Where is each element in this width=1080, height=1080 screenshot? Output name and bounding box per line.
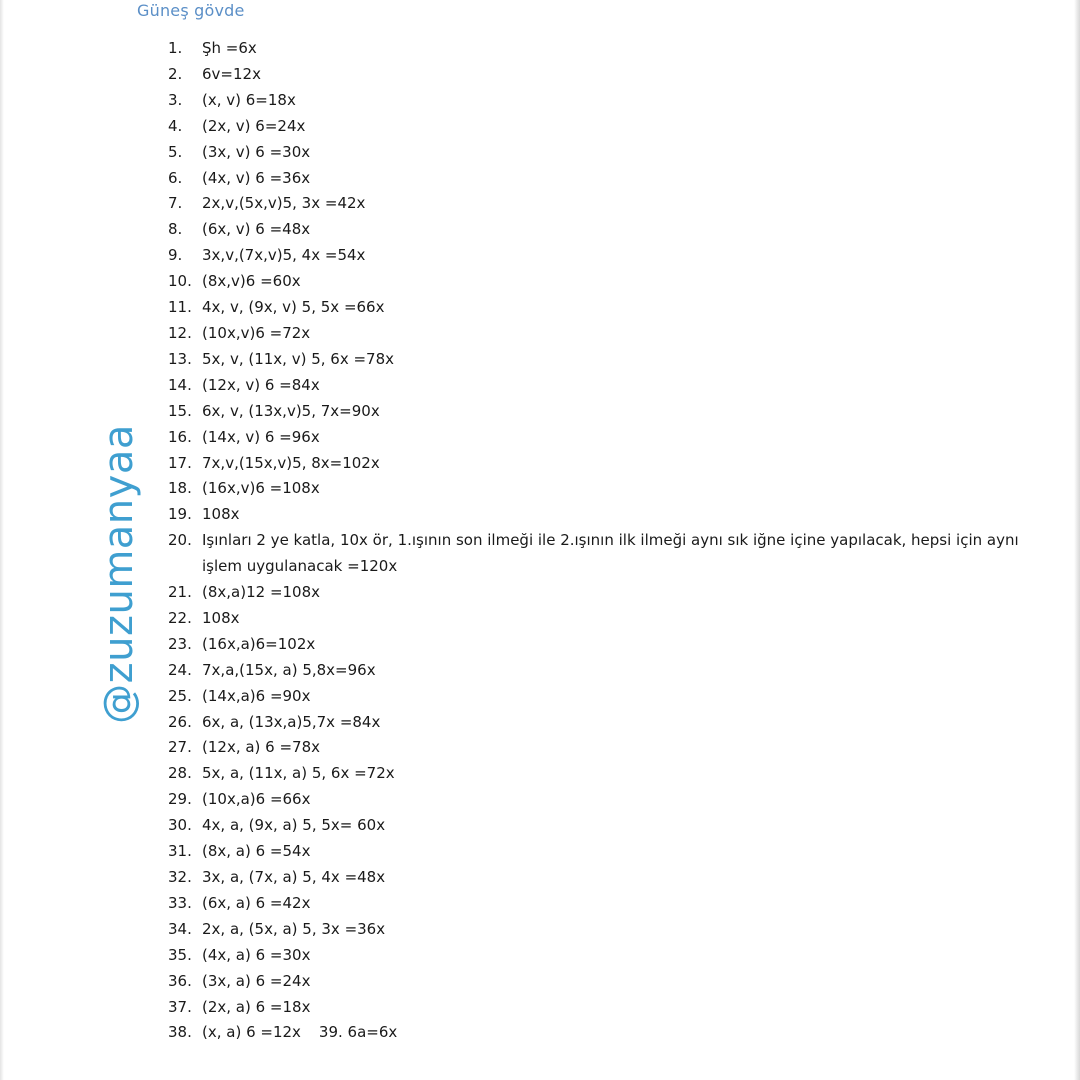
list-item-instruction: 7x,a,(15x, a) 5,8x=96x [202, 660, 376, 679]
list-item [168, 735, 1048, 761]
list-item-number: 24. [168, 660, 192, 679]
list-item-text [202, 735, 1048, 761]
document-heading: Güneş gövde [137, 1, 245, 20]
list-item-text [202, 969, 1048, 995]
list-item-number: 20. [168, 531, 192, 550]
list-item [168, 114, 1048, 140]
list-item-number: 30. [168, 816, 192, 835]
list-item-text [202, 217, 1048, 243]
list-item-instruction: (10x,v)6 =72x [202, 323, 311, 342]
list-item-number: 18. [168, 479, 192, 498]
list-item-instruction: (2x, a) 6 =18x [202, 997, 311, 1016]
list-item-number: 37. [168, 997, 192, 1016]
list-item-instruction: 7x,v,(15x,v)5, 8x=102x [202, 453, 380, 472]
list-item-number: 25. [168, 686, 192, 705]
list-item-number: 5. [168, 142, 183, 161]
list-item-number: 15. [168, 401, 192, 420]
list-item-text [202, 425, 1048, 451]
list-item-number: 6. [168, 168, 183, 187]
list-item-instruction: (6x, a) 6 =42x [202, 893, 311, 912]
list-item-number: 29. [168, 790, 192, 809]
list-item-instruction: (14x, v) 6 =96x [202, 427, 320, 446]
list-item-text [202, 787, 1048, 813]
list-item [168, 891, 1048, 917]
list-item [168, 36, 1048, 62]
list-item-instruction: 6x, v, (13x,v)5, 7x=90x [202, 401, 380, 420]
list-item-text [202, 658, 1048, 684]
list-item-text [202, 839, 1048, 865]
list-item [168, 373, 1048, 399]
list-item-text [202, 891, 1048, 917]
list-item [168, 269, 1048, 295]
list-item-number: 9. [168, 246, 183, 265]
list-item-text [202, 321, 1048, 347]
list-item [168, 632, 1048, 658]
list-item [168, 191, 1048, 217]
list-item [168, 865, 1048, 891]
list-item [168, 476, 1048, 502]
list-item-number: 16. [168, 427, 192, 446]
list-item-instruction: 2x, a, (5x, a) 5, 3x =36x [202, 919, 386, 938]
list-item [168, 761, 1048, 787]
list-item [168, 140, 1048, 166]
list-item-instruction: 108x [202, 608, 240, 627]
list-item [168, 347, 1048, 373]
list-item-instruction: (2x, v) 6=24x [202, 116, 306, 135]
list-item-number: 4. [168, 116, 183, 135]
list-item [168, 217, 1048, 243]
list-item-instruction: (16x,a)6=102x [202, 634, 316, 653]
list-item-number: 23. [168, 634, 192, 653]
list-item-number: 27. [168, 738, 192, 757]
list-item-number: 38. [168, 1023, 192, 1042]
list-item-text [202, 399, 1048, 425]
list-item-instruction: (6x, v) 6 =48x [202, 220, 311, 239]
list-item-number: 8. [168, 220, 183, 239]
list-item [168, 62, 1048, 88]
list-item-number: 12. [168, 323, 192, 342]
list-item-number: 13. [168, 349, 192, 368]
list-item-instruction: (x, a) 6 =12x [202, 1023, 301, 1042]
list-item-instruction: (10x,a)6 =66x [202, 790, 311, 809]
list-item-number: 22. [168, 608, 192, 627]
list-item-instruction: 5x, v, (11x, v) 5, 6x =78x [202, 349, 395, 368]
page-left-edge [0, 0, 4, 1080]
list-item [168, 321, 1048, 347]
list-item-text [202, 606, 1048, 632]
list-item-text [202, 943, 1048, 969]
list-item [168, 1020, 1048, 1046]
list-item-text [202, 191, 1048, 217]
list-item-number: 19. [168, 505, 192, 524]
list-item [168, 425, 1048, 451]
list-item-text [202, 761, 1048, 787]
list-item-text [202, 451, 1048, 477]
list-item-text [202, 476, 1048, 502]
list-item [168, 528, 1048, 580]
list-item-text [202, 88, 1048, 114]
list-item [168, 451, 1048, 477]
list-item-instruction: Şh =6x [202, 39, 257, 57]
list-item-instruction: 108x [202, 505, 240, 524]
list-item-text [202, 243, 1048, 269]
list-item-number: 7. [168, 194, 183, 213]
list-item-number: 1. [168, 39, 183, 57]
list-item [168, 684, 1048, 710]
list-item-text [202, 373, 1048, 399]
list-item [168, 606, 1048, 632]
list-item-instruction: (8x,a)12 =108x [202, 583, 321, 602]
list-item-number: 26. [168, 712, 192, 731]
list-item [168, 710, 1048, 736]
list-item-number: 3. [168, 90, 183, 109]
list-item-text [202, 36, 1048, 62]
list-item-instruction: (8x,v)6 =60x [202, 272, 301, 291]
page-right-edge [1074, 0, 1080, 1080]
list-item-text [202, 684, 1048, 710]
list-item-text [202, 347, 1048, 373]
list-item-instruction: (3x, a) 6 =24x [202, 971, 311, 990]
list-item-number: 33. [168, 893, 192, 912]
list-item-text [202, 995, 1048, 1021]
list-item [168, 502, 1048, 528]
list-item-instruction: (4x, v) 6 =36x [202, 168, 311, 187]
list-item-text [202, 865, 1048, 891]
list-item-extra-instruction: 39. 6a=6x [318, 1023, 398, 1042]
list-item-number: 21. [168, 583, 192, 602]
list-item-instruction: Işınları 2 ye katla, 10x ör, 1.ışının son ilmeği ile 2.ışının ilk ilmeği aynı sık iğne içine yapılacak, hepsi için aynı işlem uygulanacak =120x [202, 531, 1019, 576]
list-item-number: 31. [168, 842, 192, 861]
list-item-text [202, 1020, 1048, 1046]
list-item-number: 14. [168, 375, 192, 394]
list-item [168, 399, 1048, 425]
list-item-instruction: 6v=12x [202, 64, 261, 83]
list-item [168, 839, 1048, 865]
list-item [168, 658, 1048, 684]
list-item-text [202, 580, 1048, 606]
list-item [168, 995, 1048, 1021]
list-item-text [202, 813, 1048, 839]
list-item-number: 10. [168, 272, 192, 291]
list-item-instruction: (12x, v) 6 =84x [202, 375, 320, 394]
list-item-text [202, 166, 1048, 192]
list-item-number: 35. [168, 945, 192, 964]
list-item-instruction: 2x,v,(5x,v)5, 3x =42x [202, 194, 366, 213]
list-item-number: 34. [168, 919, 192, 938]
list-item-instruction: (12x, a) 6 =78x [202, 738, 321, 757]
list-item-text [202, 917, 1048, 943]
list-item-instruction: (x, v) 6=18x [202, 90, 296, 109]
list-item-instruction: (8x, a) 6 =54x [202, 842, 311, 861]
list-item [168, 813, 1048, 839]
list-item [168, 580, 1048, 606]
list-item-instruction: (14x,a)6 =90x [202, 686, 311, 705]
pattern-list [168, 36, 1048, 1046]
list-item-text [202, 114, 1048, 140]
list-item-number: 32. [168, 868, 192, 886]
list-item-instruction: 4x, v, (9x, v) 5, 5x =66x [202, 298, 385, 317]
list-item-instruction: 5x, a, (11x, a) 5, 6x =72x [202, 764, 395, 783]
list-item-text [202, 632, 1048, 658]
list-item [168, 917, 1048, 943]
list-item [168, 943, 1048, 969]
list-item-instruction: 3x, a, (7x, a) 5, 4x =48x [202, 868, 386, 886]
list-item-text [202, 710, 1048, 736]
list-item [168, 166, 1048, 192]
list-item [168, 88, 1048, 114]
list-item-text [202, 62, 1048, 88]
list-item-text [202, 528, 1048, 580]
list-item [168, 295, 1048, 321]
list-item-text [202, 269, 1048, 295]
list-item [168, 243, 1048, 269]
list-item [168, 969, 1048, 995]
list-item-text [202, 295, 1048, 321]
list-item-instruction: 4x, a, (9x, a) 5, 5x= 60x [202, 816, 386, 835]
list-item-text [202, 502, 1048, 528]
list-item-number: 36. [168, 971, 192, 990]
watermark-handle: @zuzumanyaa [96, 424, 142, 724]
list-item [168, 787, 1048, 813]
list-item-instruction: 6x, a, (13x,a)5,7x =84x [202, 712, 381, 731]
list-item-instruction: (16x,v)6 =108x [202, 479, 320, 498]
list-item-number: 2. [168, 64, 183, 83]
list-item-number: 11. [168, 298, 192, 317]
list-item-instruction: (4x, a) 6 =30x [202, 945, 311, 964]
list-item-number: 17. [168, 453, 192, 472]
list-item-instruction: 3x,v,(7x,v)5, 4x =54x [202, 246, 366, 265]
list-item-number: 28. [168, 764, 192, 783]
list-item-instruction: (3x, v) 6 =30x [202, 142, 311, 161]
list-item-text [202, 140, 1048, 166]
